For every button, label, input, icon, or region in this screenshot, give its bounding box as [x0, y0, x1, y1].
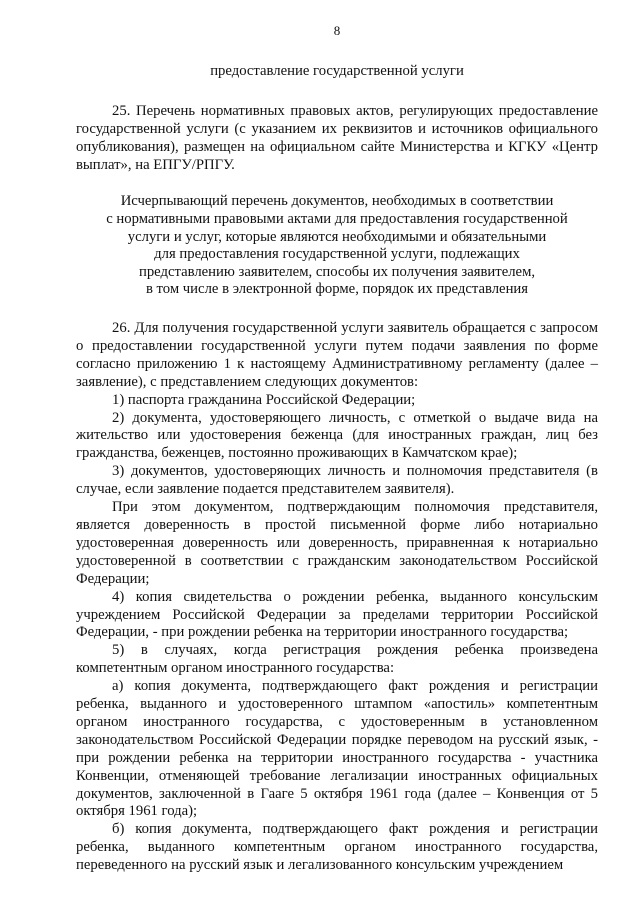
list-item-1: 1) паспорта гражданина Российской Федерации;: [112, 391, 416, 408]
paragraph-25: 25. Перечень нормативных правовых актов, регулирующих предоставление государственной услуги (с указанием их реквизитов и источников официального опубликования), размещен на официальном сайте Министерства и КГКУ «Центр выплат», на ЕПГУ/РПГУ.: [76, 102, 598, 173]
section-heading: [76, 193, 598, 299]
heading-line: услуги и услуг, которые являются необходимыми и обязательными: [127, 228, 547, 245]
document-page: [76, 22, 598, 875]
list-item-5: 5) в случаях, когда регистрация рождения ребенка произведена компетентным органом иностранного государства:: [76, 642, 598, 677]
list-item-2: 2) документа, удостоверяющего личность, с отметкой о выдаче вида на жительство или удостоверения беженца (для иностранных граждан, лиц без гражданства, беженцев, постоянно проживающих в Камчатском крае);: [76, 409, 598, 462]
page-number: 8: [333, 23, 341, 38]
representative-note: При этом документом, подтверждающим полномочия представителя, является доверенность в простой письменной форме либо нотариально удостоверенная доверенность или доверенность, приравненная к нотариально удостоверенной в соответствии с гражданским законодательством Российской Федерации;: [76, 499, 598, 587]
heading-line: представлению заявителем, способы их получения заявителем,: [138, 263, 536, 280]
list-item-4: 4) копия свидетельства о рождении ребенка, выданного консульским учреждением Российской Федерации за пределами территории Российской Федерации, - при рождении ребенка на территории иностранного государства;: [76, 588, 598, 641]
heading-line: для предоставления государственной услуги, подлежащих: [154, 246, 520, 263]
sub-item-b: б) копия документа, подтверждающего факт рождения и регистрации ребенка, выданного компетентным органом иностранного государства, переведенного на русский язык и легализованного консульским учреждением: [76, 821, 598, 874]
sub-item-a: а) копия документа, подтверждающего факт рождения и регистрации ребенка, выданного и удостоверенного штампом «апостиль» компетентным органом иностранного государства, с удостоверенным в установленном законодательством Российской Федерации порядке переводом на русский язык, - при рождении ребенка на территории иностранного государства - участника Конвенции, отменяющей требование легализации иностранных официальных документов, заключенной в Гааге 5 октября 1961 года (далее – Конвенция от 5 октября 1961 года);: [76, 678, 598, 820]
heading-line: в том числе в электронной форме, порядок их представления: [145, 281, 529, 298]
heading-line: Исчерпывающий перечень документов, необходимых в соответствии: [120, 193, 554, 210]
heading-line: с нормативными правовыми актами для предоставления государственной: [106, 211, 568, 228]
continued-heading-line: предоставление государственной услуги: [210, 62, 464, 79]
paragraph-26: 26. Для получения государственной услуги заявитель обращается с запросом о предоставлении государственной услуги путем подачи заявления по форме согласно приложению 1 к настоящему Административному регламенту (далее – заявление), с представлением следующих документов:: [76, 320, 598, 390]
list-item-3: 3) документов, удостоверяющих личность и полномочия представителя (в случае, если заявление подается представителем заявителя).: [76, 463, 598, 498]
